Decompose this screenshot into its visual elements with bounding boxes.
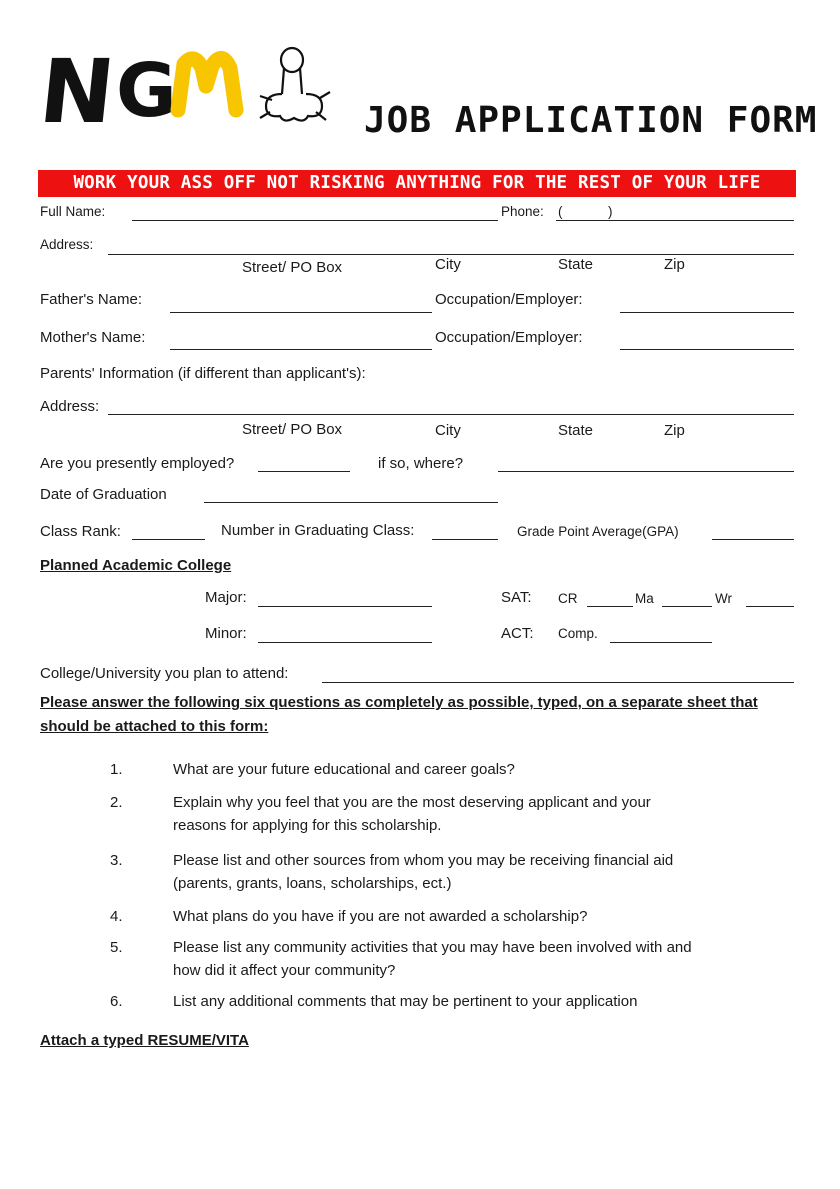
question-number: 1. bbox=[110, 761, 123, 778]
mother-occupation-field[interactable] bbox=[620, 349, 794, 350]
logo-doodle-icon bbox=[260, 48, 330, 121]
full-name-field[interactable] bbox=[132, 220, 498, 221]
parents-street-caption: Street/ PO Box bbox=[242, 421, 343, 438]
sat-cr-label: CR bbox=[558, 591, 578, 606]
state-caption: State bbox=[558, 256, 594, 273]
father-occupation-label: Occupation/Employer: bbox=[435, 291, 583, 308]
class-rank-label: Class Rank: bbox=[40, 523, 121, 540]
graduation-date-label: Date of Graduation bbox=[40, 486, 167, 503]
question-text: Please list any community activities that you may have been involved with and how did it affect your community? bbox=[173, 939, 692, 979]
address-field[interactable] bbox=[108, 254, 794, 255]
gpa-label: Grade Point Average(GPA) bbox=[517, 524, 679, 539]
parents-state-caption: State bbox=[558, 422, 594, 439]
slogan-banner: WORK YOUR ASS OFF NOT RISKING ANYTHING FOR THE REST OF YOUR LIFE bbox=[38, 170, 796, 197]
address-label: Address: bbox=[40, 237, 94, 252]
question-text: What are your future educational and career goals? bbox=[173, 761, 515, 778]
class-rank-field[interactable] bbox=[132, 539, 205, 540]
phone-paren-open: ( bbox=[558, 204, 563, 219]
parents-address-field[interactable] bbox=[108, 414, 794, 415]
question-text: Explain why you feel that you are the most deserving applicant and your reasons for applying for this scholarship. bbox=[173, 794, 651, 834]
full-name-label: Full Name: bbox=[40, 204, 106, 219]
college-attend-label: College/University you plan to attend: bbox=[40, 665, 289, 682]
father-name-field[interactable] bbox=[170, 312, 432, 313]
ngm-logo bbox=[34, 38, 334, 143]
questions-intro-line1: Please answer the following six questions as completely as possible, typed, on a separate sheet that bbox=[40, 694, 758, 711]
employed-field[interactable] bbox=[258, 471, 350, 472]
act-comp-label: Comp. bbox=[558, 626, 598, 641]
city-caption: City bbox=[435, 256, 461, 273]
minor-field[interactable] bbox=[258, 642, 432, 643]
sat-cr-field[interactable] bbox=[587, 606, 633, 607]
zip-caption: Zip bbox=[664, 256, 685, 273]
mother-name-label: Mother's Name: bbox=[40, 329, 146, 346]
minor-label: Minor: bbox=[205, 625, 247, 642]
logo-letter-n: N bbox=[34, 40, 120, 143]
phone-label: Phone: bbox=[501, 204, 544, 219]
logo-letter-g: G bbox=[116, 48, 177, 134]
parents-info-label: Parents' Information (if different than applicant's): bbox=[40, 365, 366, 382]
question-number: 4. bbox=[110, 908, 123, 925]
gpa-field[interactable] bbox=[712, 539, 794, 540]
father-occupation-field[interactable] bbox=[620, 312, 794, 313]
sat-wr-field[interactable] bbox=[746, 606, 794, 607]
sat-label: SAT: bbox=[501, 589, 532, 606]
major-field[interactable] bbox=[258, 606, 432, 607]
major-label: Major: bbox=[205, 589, 247, 606]
where-field[interactable] bbox=[498, 471, 794, 472]
where-label: if so, where? bbox=[378, 455, 464, 472]
employed-label: Are you presently employed? bbox=[40, 455, 235, 472]
planned-college-heading: Planned Academic College bbox=[40, 557, 232, 574]
class-number-label: Number in Graduating Class: bbox=[221, 522, 415, 539]
ngm-logo-graphic bbox=[34, 38, 334, 143]
phone-paren-close: ) bbox=[608, 204, 613, 219]
sat-wr-label: Wr bbox=[715, 591, 732, 606]
college-attend-field[interactable] bbox=[322, 682, 794, 683]
street-caption: Street/ PO Box bbox=[242, 259, 343, 276]
father-name-label: Father's Name: bbox=[40, 291, 143, 308]
questions-intro-line2: should be attached to this form: bbox=[40, 718, 269, 735]
question-text: What plans do you have if you are not awarded a scholarship? bbox=[173, 908, 588, 925]
mother-name-field[interactable] bbox=[170, 349, 432, 350]
sat-ma-label: Ma bbox=[635, 591, 654, 606]
attach-resume-note: Attach a typed RESUME/VITA bbox=[40, 1032, 249, 1049]
act-comp-field[interactable] bbox=[610, 642, 712, 643]
class-number-field[interactable] bbox=[432, 539, 498, 540]
mother-occupation-label: Occupation/Employer: bbox=[435, 329, 583, 346]
parents-zip-caption: Zip bbox=[664, 422, 685, 439]
sat-ma-field[interactable] bbox=[662, 606, 712, 607]
question-number: 3. bbox=[110, 852, 123, 869]
question-number: 5. bbox=[110, 939, 123, 956]
parents-address-label: Address: bbox=[40, 398, 100, 415]
question-text: List any additional comments that may be pertinent to your application bbox=[173, 993, 638, 1010]
phone-field[interactable] bbox=[556, 220, 794, 221]
parents-city-caption: City bbox=[435, 422, 461, 439]
act-label: ACT: bbox=[501, 625, 534, 642]
graduation-date-field[interactable] bbox=[204, 502, 498, 503]
question-number: 2. bbox=[110, 794, 123, 811]
question-number: 6. bbox=[110, 993, 123, 1010]
question-text: Please list and other sources from whom you may be receiving financial aid (parents, grants, loans, scholarships, ect.) bbox=[173, 852, 674, 892]
logo-letter-m bbox=[178, 58, 236, 110]
form-title: JOB APPLICATION FORM bbox=[364, 100, 818, 141]
